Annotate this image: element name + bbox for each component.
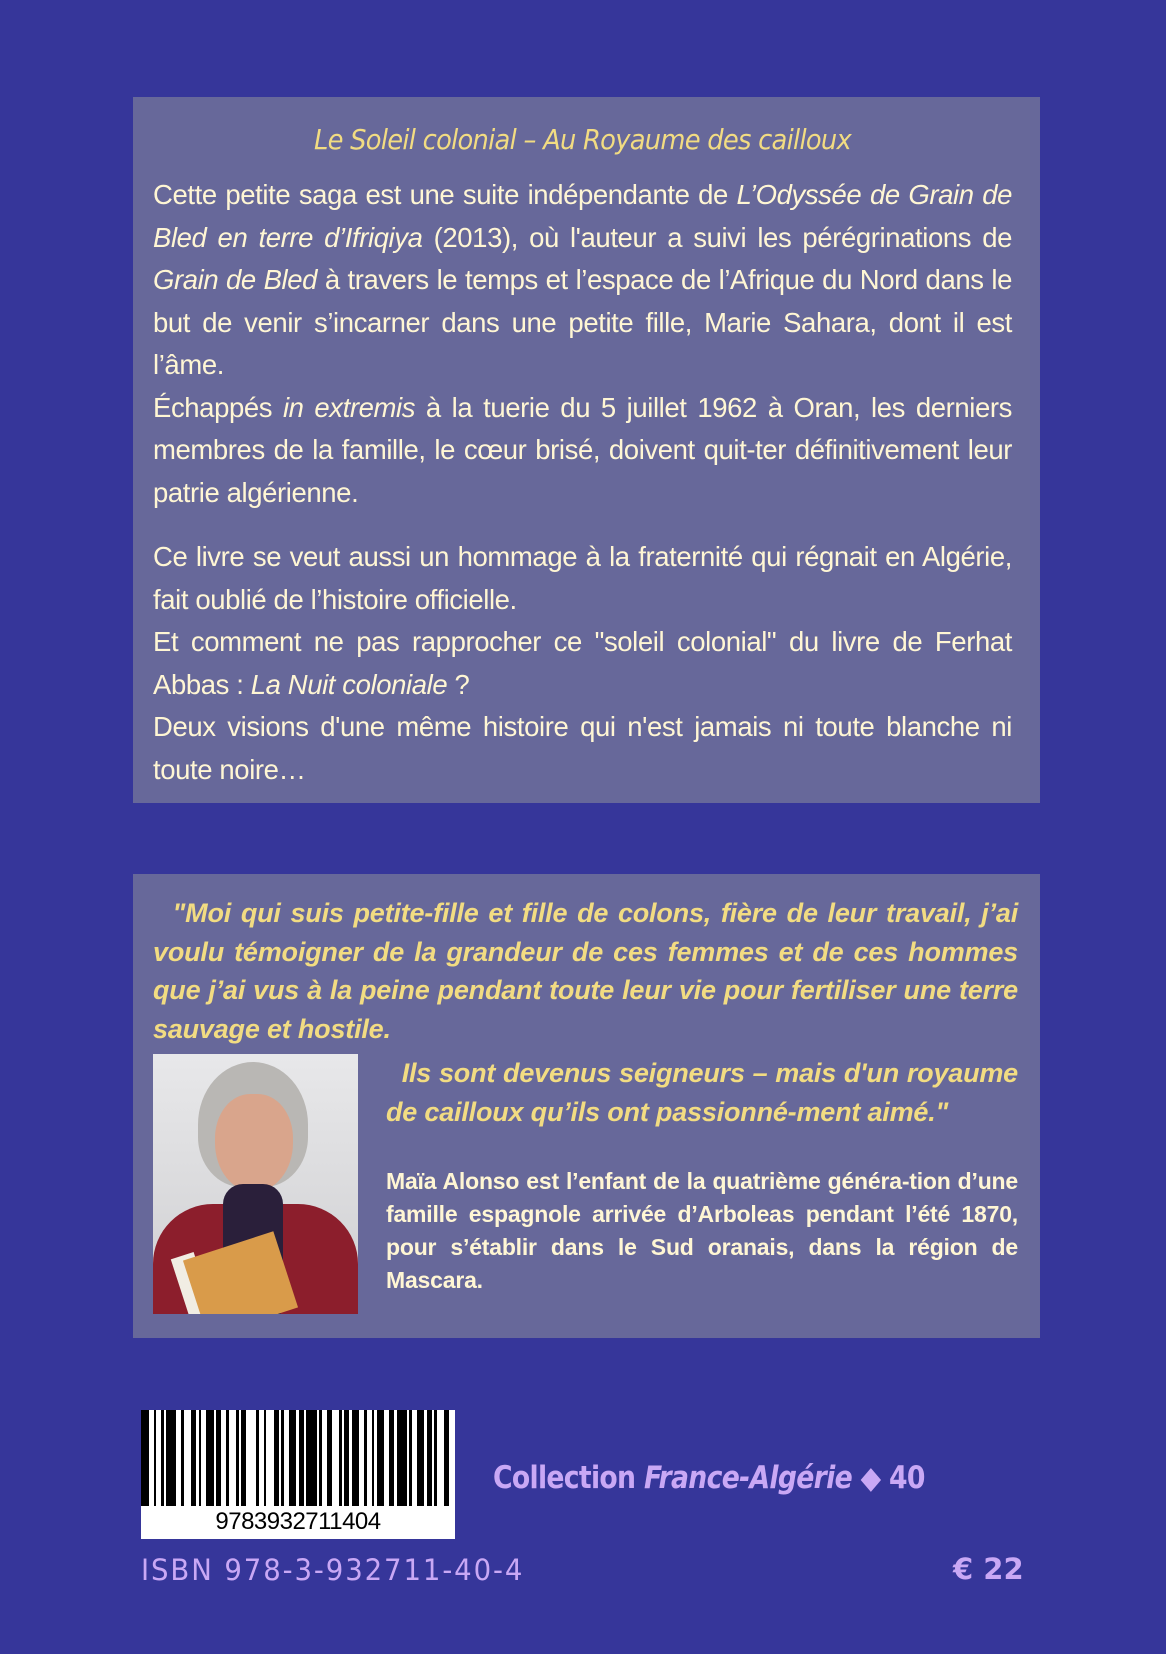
text-span: Et comment ne pas rapprocher ce "soleil colonial" du livre de Ferhat Abbas : xyxy=(153,626,1012,700)
text-span: à la tuerie du 5 juillet 1962 à Oran, les derniers membres de la famille, le cœur brisé, doivent quit-ter définitivement leur patrie algérienne. xyxy=(153,391,1012,508)
barcode-digits: 9783932711404 xyxy=(215,1508,381,1535)
latin-phrase: in extremis xyxy=(282,391,416,423)
quote-part-1: "Moi qui suis petite-fille et fille de colons, fière de leur travail, j’ai voulu témoigner de la grandeur de ces femmes et de ces hommes que j’ai vus à la peine pendant toute leur vie pour fertiliser une terre sauvage et hostile. xyxy=(153,898,1018,1044)
diamond-icon: ◆ xyxy=(851,1460,889,1496)
price: € 22 xyxy=(953,1552,1024,1586)
synopsis-paragraph-1 xyxy=(153,174,1012,387)
paragraph-gap xyxy=(153,514,1012,536)
book-reference: La Nuit coloniale xyxy=(250,668,448,700)
isbn-text: ISBN 978-3-932711-40-4 xyxy=(141,1553,525,1587)
author-text xyxy=(386,1054,1018,1314)
synopsis-paragraph-2 xyxy=(153,387,1012,515)
author-row xyxy=(153,1054,1018,1314)
collection-name: France-Algérie xyxy=(643,1460,852,1496)
book-reference: L’Odyssée de Grain de Bled en terre d’Ifriqiya xyxy=(153,179,1012,253)
author-quote xyxy=(153,894,1018,1048)
text-span: (2013), où l'auteur a suivi les pérégrinations de xyxy=(422,221,1012,253)
text-span: Échappés xyxy=(153,391,283,423)
author-panel xyxy=(133,874,1040,1338)
synopsis-panel xyxy=(133,97,1040,803)
barcode-bars xyxy=(141,1410,455,1506)
collection-number: 40 xyxy=(888,1460,925,1496)
text-span: ? xyxy=(447,668,470,700)
author-bio: Maïa Alonso est l’enfant de la quatrième généra-tion d’une famille espagnole arrivée d’Arboleas pendant l’été 1870, pour s’établir dans le Sud oranais, dans la région de Mascara. xyxy=(386,1168,1018,1293)
photo-face xyxy=(215,1094,293,1192)
character-name: Grain de Bled xyxy=(153,264,318,295)
synopsis-text xyxy=(153,174,1012,791)
synopsis-paragraph-3: Ce livre se veut aussi un hommage à la fraternité qui régnait en Algérie, fait oublié de l’histoire officielle. xyxy=(153,541,1012,615)
isbn-barcode xyxy=(141,1410,455,1539)
collection-label xyxy=(493,1460,925,1496)
quote-part-2: Ils sont devenus seigneurs – mais d'un royaume de cailloux qu’ils ont passionné-ment aimé." xyxy=(386,1058,1018,1127)
synopsis-paragraph-4 xyxy=(153,621,1012,706)
author-photo xyxy=(153,1054,358,1314)
text-span: à travers le temps et l’espace de l’Afrique du Nord dans le but de venir s’incarner dans une petite fille, Marie Sahara, dont il est l’âme. xyxy=(153,264,1012,380)
collection-prefix: Collection xyxy=(493,1460,644,1496)
book-title: Le Soleil colonial – Au Royaume des cailloux xyxy=(314,123,851,156)
text-span: Cette petite saga est une suite indépendante de xyxy=(153,179,737,210)
synopsis-paragraph-5: Deux visions d'une même histoire qui n'est jamais ni toute blanche ni toute noire… xyxy=(153,711,1012,785)
